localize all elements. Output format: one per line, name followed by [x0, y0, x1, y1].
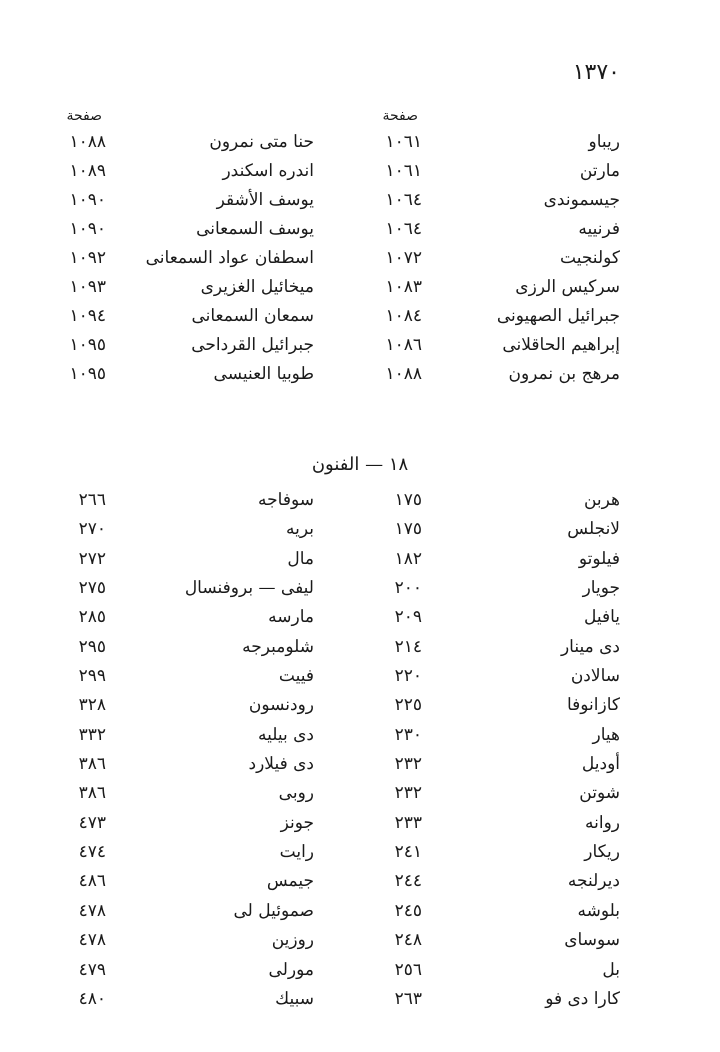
entry-name: يافيل: [583, 607, 620, 628]
entry-page-number: ٢٩٥: [78, 636, 106, 657]
entry-name: طوبيا العنيسى: [213, 364, 314, 384]
index-entry-row: [0, 723, 720, 752]
index-list-arts: [0, 488, 720, 1016]
entry-page-number: ١٠٩٢: [69, 248, 106, 268]
entry-name: صموئيل لى: [233, 900, 314, 921]
index-entry-row: [0, 664, 720, 693]
entry-page-number: ٤٧٤: [78, 842, 106, 863]
entry-name: جيمس: [266, 871, 314, 892]
index-entry-row: [0, 159, 720, 188]
entry-page-number: ١٠٩٥: [69, 335, 106, 355]
entry-page-number: ٤٧٣: [78, 812, 106, 833]
entry-page-number: ٢٣٢: [394, 783, 422, 804]
entry-page-number: ٤٧٨: [78, 930, 106, 951]
index-entry-row: [0, 899, 720, 928]
entry-name: فييت: [278, 666, 314, 687]
entry-page-number: ٢٧٥: [78, 578, 106, 599]
entry-name: كازانوفا: [566, 695, 620, 716]
index-entry-row: [0, 840, 720, 869]
entry-name: ديرلنجه: [567, 871, 620, 892]
entry-name: بلوشه: [577, 900, 620, 921]
entry-name: مورلى: [268, 959, 314, 980]
index-entry-row: [0, 693, 720, 722]
index-entry-row: [0, 517, 720, 546]
entry-name: رودنسون: [248, 695, 314, 716]
page-column-label: صفحة: [66, 108, 102, 124]
index-entry-row: [0, 635, 720, 664]
entry-page-number: ١٠٨٨: [69, 132, 106, 152]
entry-page-number: ١٠٦٤: [385, 219, 422, 239]
index-entry-row: [0, 928, 720, 957]
entry-name: اندره اسكندر: [222, 161, 314, 181]
entry-name: ريكار: [584, 842, 620, 863]
entry-name: مرهج بن نمرون: [508, 364, 620, 384]
entry-page-number: ١٨٢: [394, 548, 422, 569]
entry-page-number: ١٠٩٣: [69, 277, 106, 297]
entry-name: لانجلس: [567, 519, 620, 540]
entry-page-number: ٤٧٩: [78, 959, 106, 980]
index-entry-row: [0, 362, 720, 391]
index-entry-row: [0, 958, 720, 987]
index-entry-row: [0, 333, 720, 362]
entry-name: كولنجيت: [560, 248, 620, 268]
entry-page-number: ١٠٩٤: [69, 306, 106, 326]
index-entry-row: [0, 781, 720, 810]
page-column-label: صفحة: [382, 108, 418, 124]
entry-page-number: ٢٠٩: [394, 607, 422, 628]
entry-page-number: ٣٨٦: [78, 754, 106, 775]
entry-page-number: ٢٤١: [394, 842, 422, 863]
entry-page-number: ٣٣٢: [78, 724, 106, 745]
entry-name: شوتن: [579, 783, 620, 804]
index-entry-row: [0, 605, 720, 634]
entry-name: سبيك: [275, 988, 314, 1009]
index-entry-row: [0, 246, 720, 275]
column-header: [0, 100, 720, 130]
entry-name: يوسف السمعانى: [196, 219, 314, 239]
entry-page-number: ٢١٤: [394, 636, 422, 657]
section-title: ١٨ — الفنون: [311, 454, 409, 475]
entry-name: حنا متى نمرون: [209, 132, 314, 152]
entry-page-number: ٣٢٨: [78, 695, 106, 716]
entry-name: جبرائيل الصهيونى: [496, 306, 620, 326]
entry-name: إبراهيم الحاقلانى: [502, 335, 620, 355]
entry-name: روزين: [271, 930, 314, 951]
entry-page-number: ٢٠٠: [394, 578, 422, 599]
entry-page-number: ١٠٦١: [385, 132, 422, 152]
entry-name: اسطفان عواد السمعانى: [145, 248, 314, 268]
entry-name: مال: [287, 548, 314, 569]
entry-page-number: ١٠٨٩: [69, 161, 106, 181]
entry-page-number: ٤٨٠: [78, 988, 106, 1009]
index-entry-row: [0, 576, 720, 605]
entry-name: بريه: [286, 519, 314, 540]
index-entry-row: [0, 130, 720, 159]
page-number: ١٣٧٠: [572, 60, 620, 85]
entry-name: سوفاجه: [258, 490, 314, 510]
entry-name: شلومبرجه: [242, 636, 314, 657]
entry-page-number: ١٠٨٦: [385, 335, 422, 355]
entry-page-number: ١٠٦٤: [385, 190, 422, 210]
entry-page-number: ٢٦٣: [394, 988, 422, 1009]
entry-name: رايت: [279, 842, 314, 863]
index-entry-row: [0, 811, 720, 840]
entry-name: ميخائيل الغزيرى: [200, 277, 314, 297]
entry-name: مارتن: [579, 161, 620, 181]
index-entry-row: [0, 488, 720, 517]
entry-name: بل: [602, 959, 620, 980]
entry-name: يوسف الأشقر: [216, 190, 314, 210]
entry-page-number: ٢٤٥: [394, 900, 422, 921]
entry-page-number: ١٧٥: [394, 519, 422, 540]
entry-name: ريباو: [588, 132, 620, 152]
index-entry-row: [0, 987, 720, 1016]
entry-name: سركيس الرزى: [515, 277, 620, 297]
entry-name: هيار: [592, 724, 620, 745]
entry-name: روبى: [278, 783, 314, 804]
entry-page-number: ١٠٩٠: [69, 190, 106, 210]
index-entry-row: [0, 275, 720, 304]
entry-page-number: ٢٢٥: [394, 695, 422, 716]
entry-page-number: ٢٨٥: [78, 607, 106, 628]
entry-page-number: ١٠٦١: [385, 161, 422, 181]
entry-page-number: ١٧٥: [394, 490, 422, 510]
entry-page-number: ٤٨٦: [78, 871, 106, 892]
entry-page-number: ١٠٧٢: [385, 248, 422, 268]
entry-name: فيلوتو: [578, 548, 620, 569]
entry-name: سمعان السمعانى: [191, 306, 314, 326]
entry-name: أوديل: [581, 754, 620, 775]
index-entry-row: [0, 188, 720, 217]
entry-page-number: ٢٥٦: [394, 959, 422, 980]
entry-name: جويار: [582, 578, 620, 599]
index-entry-row: [0, 547, 720, 576]
entry-name: جبرائيل القرداحى: [191, 335, 314, 355]
entry-name: سوساى: [564, 930, 620, 951]
entry-page-number: ٢٩٩: [78, 666, 106, 687]
entry-name: جيسموندى: [543, 190, 620, 210]
entry-page-number: ١٠٩٥: [69, 364, 106, 384]
entry-name: ليفى — بروفنسال: [184, 578, 314, 599]
entry-name: دى مينار: [560, 636, 620, 657]
entry-page-number: ٢٣٠: [394, 724, 422, 745]
entry-page-number: ١٠٨٤: [385, 306, 422, 326]
entry-page-number: ٢٣٣: [394, 812, 422, 833]
entry-name: كارا دى فو: [545, 988, 620, 1009]
index-entry-row: [0, 752, 720, 781]
entry-page-number: ٤٧٨: [78, 900, 106, 921]
entry-name: مارسه: [268, 607, 314, 628]
entry-name: روانه: [585, 812, 620, 833]
entry-page-number: ٢٤٤: [394, 871, 422, 892]
entry-page-number: ١٠٩٠: [69, 219, 106, 239]
index-entry-row: [0, 217, 720, 246]
entry-name: فرنييه: [578, 219, 620, 239]
entry-page-number: ٢٣٢: [394, 754, 422, 775]
entry-name: جونز: [280, 812, 314, 833]
index-entry-row: [0, 869, 720, 898]
entry-page-number: ٢٤٨: [394, 930, 422, 951]
entry-name: هربن: [583, 490, 620, 510]
entry-name: سالادن: [570, 666, 620, 687]
entry-page-number: ٢٧٠: [78, 519, 106, 540]
entry-page-number: ١٠٨٨: [385, 364, 422, 384]
index-list-top: [0, 130, 720, 391]
entry-page-number: ٢٢٠: [394, 666, 422, 687]
entry-name: دى فيلارد: [248, 754, 314, 775]
entry-name: دى بيليه: [257, 724, 314, 745]
entry-page-number: ١٠٨٣: [385, 277, 422, 297]
entry-page-number: ٢٧٢: [78, 548, 106, 569]
entry-page-number: ٢٦٦: [78, 490, 106, 510]
entry-page-number: ٣٨٦: [78, 783, 106, 804]
index-entry-row: [0, 304, 720, 333]
